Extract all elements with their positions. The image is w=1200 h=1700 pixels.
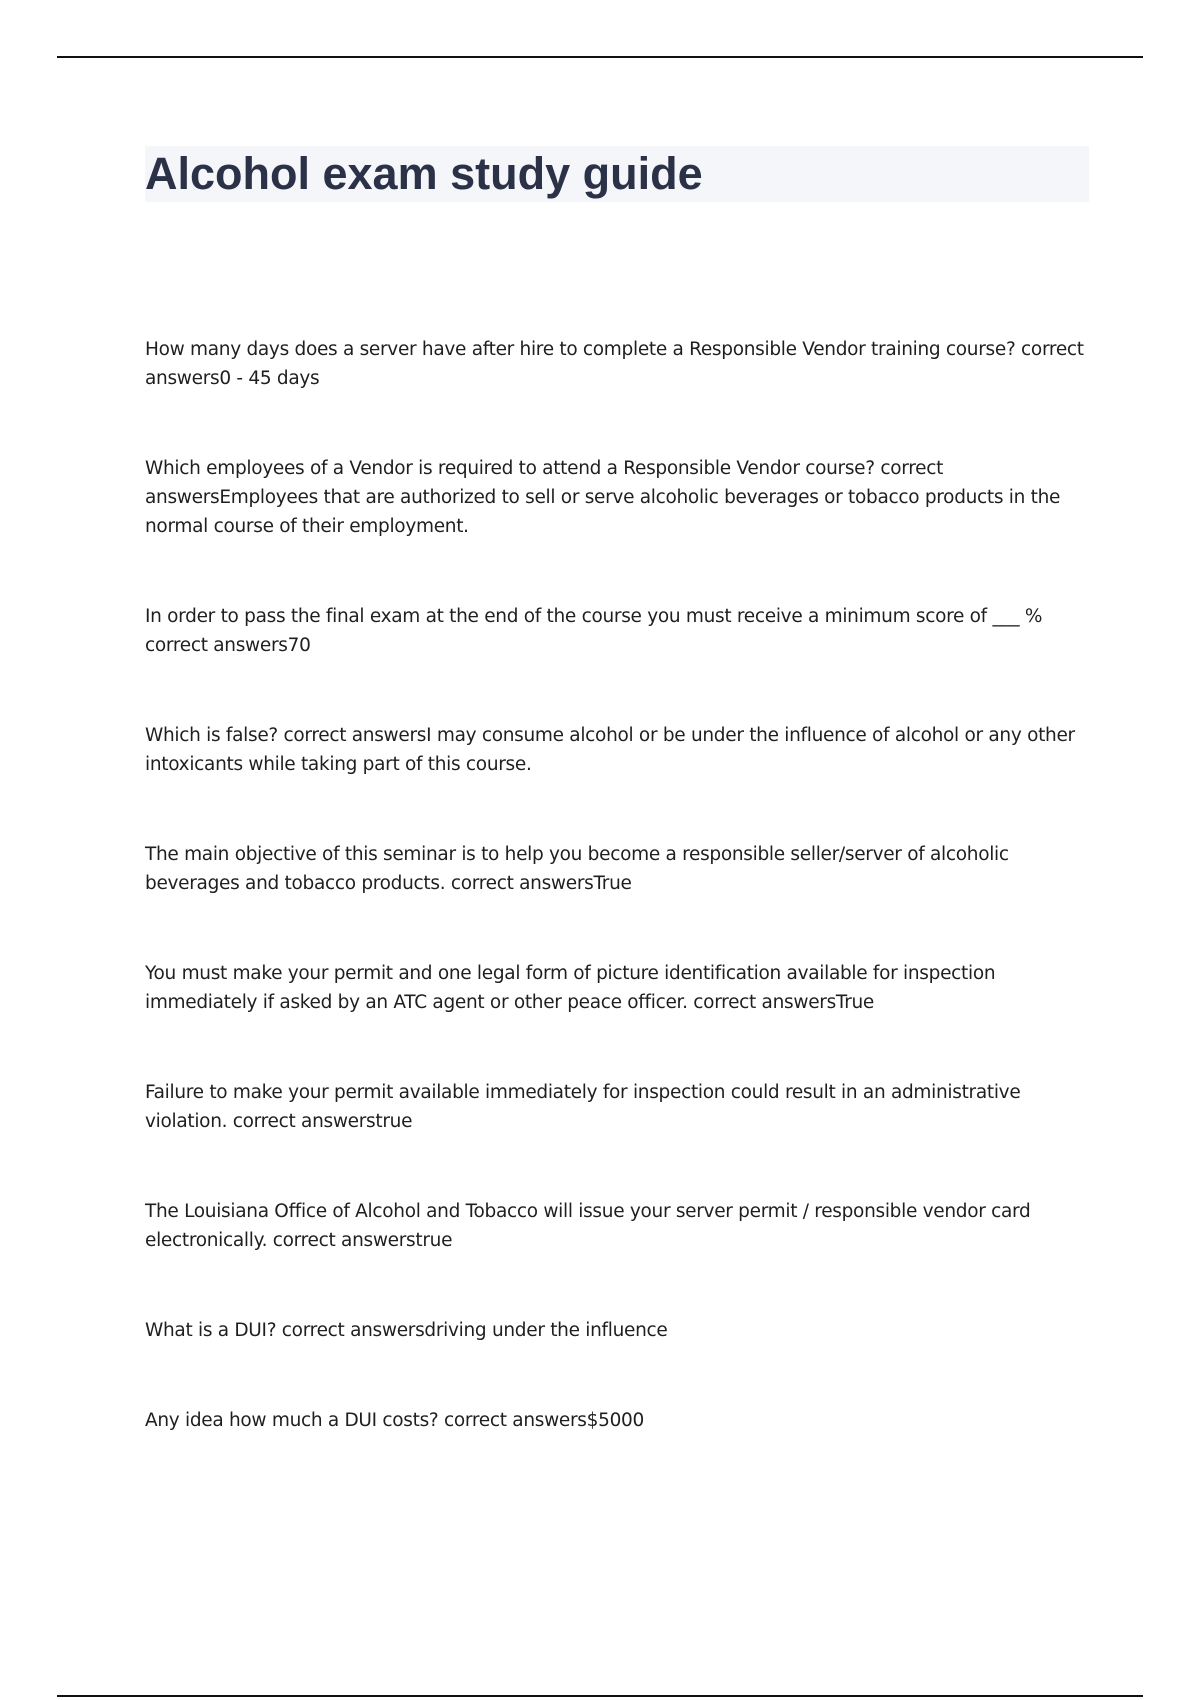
qa-item: The Louisiana Office of Alcohol and Tobacco will issue your server permit / responsible vendor card electronically. correct answerstrue [145, 1201, 1031, 1251]
qa-item: You must make your permit and one legal form of picture identification available for inspection immediately if asked by an ATC agent or other peace officer. correct answersTrue [145, 963, 996, 1013]
title-band [145, 146, 1089, 202]
qa-item: Any idea how much a DUI costs? correct answers$5000 [145, 1410, 644, 1431]
bottom-divider [57, 1695, 1143, 1697]
qa-item: Failure to make your permit available immediately for inspection could result in an administrative violation. correct answerstrue [145, 1082, 1021, 1132]
qa-item: Which employees of a Vendor is required to attend a Responsible Vendor course? correct answersEmployees that are authorized to sell or serve alcoholic beverages or tobacco products in the normal course of their employment. [145, 458, 1061, 537]
qa-item: How many days does a server have after hire to complete a Responsible Vendor training course? correct answers0 - 45 days [145, 339, 1084, 389]
qa-item: What is a DUI? correct answersdriving under the influence [145, 1320, 668, 1341]
qa-item: The main objective of this seminar is to help you become a responsible seller/server of alcoholic beverages and tobacco products. correct answersTrue [145, 844, 1009, 894]
qa-item: In order to pass the final exam at the end of the course you must receive a minimum score of ___ % correct answers70 [145, 606, 1043, 656]
qa-item: Which is false? correct answersI may consume alcohol or be under the influence of alcohol or any other intoxicants while taking part of this course. [145, 725, 1075, 775]
qa-list [145, 335, 1090, 1496]
top-divider [57, 56, 1143, 58]
document-title: Alcohol exam study guide [145, 148, 703, 199]
